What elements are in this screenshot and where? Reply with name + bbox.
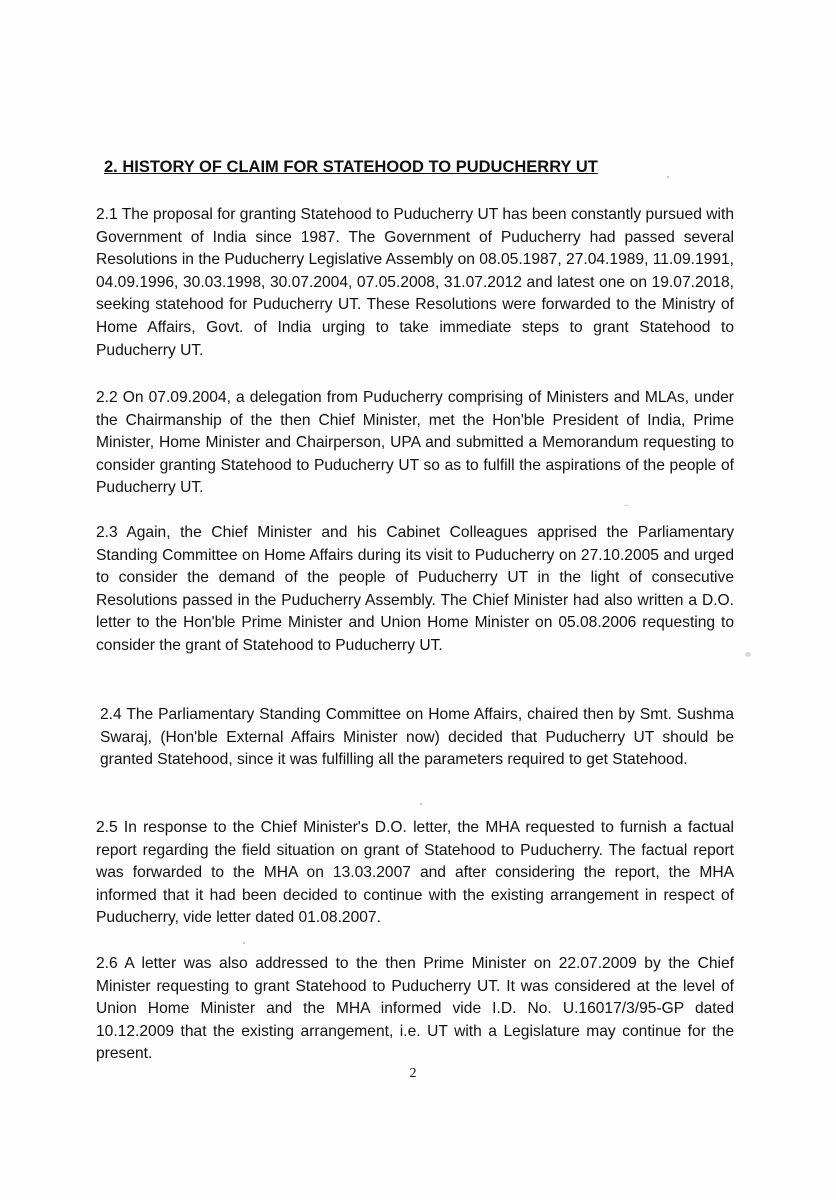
page-number: 2: [409, 1066, 417, 1081]
scan-speck: [624, 505, 629, 506]
section-heading: 2. HISTORY OF CLAIM FOR STATEHOOD TO PUDUCHERRY UT: [104, 158, 598, 176]
paragraph-2-2: 2.2 On 07.09.2004, a delegation from Puducherry comprising of Ministers and MLAs, under the Chairmanship of the then Chief Minister, met the Hon'ble President of India, Prime Minister, Home Minister and Chairperson, UPA and submitted a Memorandum requesting to consider granting Statehood to Puducherry UT so as to fulfill the aspirations of the people of Puducherry UT.: [96, 389, 734, 497]
scan-speck: [745, 652, 751, 657]
paragraph-2-3: 2.3 Again, the Chief Minister and his Cabinet Colleagues apprised the Parliamentary Standing Committee on Home Affairs during its visit to Puducherry on 27.10.2005 and urged to consider the demand of the people of Puducherry UT in the light of consecutive Resolutions passed in the Puducherry Assembly. The Chief Minister had also written a D.O. letter to the Hon'ble Prime Minister and Union Home Minister on 05.08.2006 requesting to consider the grant of Statehood to Puducherry UT.: [96, 524, 734, 654]
paragraph-2-5: 2.5 In response to the Chief Minister's D.O. letter, the MHA requested to furnish a factual report regarding the field situation on grant of Statehood to Puducherry. The factual report was forwarded to the MHA on 13.03.2007 and after considering the report, the MHA informed that it had been decided to continue with the existing arrangement in respect of Puducherry, vide letter dated 01.08.2007.: [96, 819, 734, 927]
scan-speck: [420, 803, 422, 805]
paragraph-2-6: 2.6 A letter was also addressed to the then Prime Minister on 22.07.2009 by the Chief Minister requesting to grant Statehood to Puducherry UT. It was considered at the level of Union Home Minister and the MHA informed vide I.D. No. U.16017/3/95-GP dated 10.12.2009 that the existing arrangement, i.e. UT with a Legislature may continue for the present.: [96, 955, 734, 1063]
scan-speck: [243, 942, 245, 944]
paragraph-2-4: 2.4 The Parliamentary Standing Committee on Home Affairs, chaired then by Smt. Sushma Swaraj, (Hon'ble External Affairs Minister now) decided that Puducherry UT should be granted Statehood, since it was fulfilling all the parameters required to get Statehood.: [100, 706, 734, 769]
paragraph-2-1: 2.1 The proposal for granting Statehood to Puducherry UT has been constantly pursued with Government of India since 1987. The Government of Puducherry had passed several Resolutions in the Puducherry Legislative Assembly on 08.05.1987, 27.04.1989, 11.09.1991, 04.09.1996, 30.03.1998, 30.07.2004, 07.05.2008, 31.07.2012 and latest one on 19.07.2018, seeking statehood for Puducherry UT. These Resolutions were forwarded to the Ministry of Home Affairs, Govt. of India urging to take immediate steps to grant Statehood to Puducherry UT.: [96, 206, 734, 359]
scan-speck: [667, 176, 669, 178]
